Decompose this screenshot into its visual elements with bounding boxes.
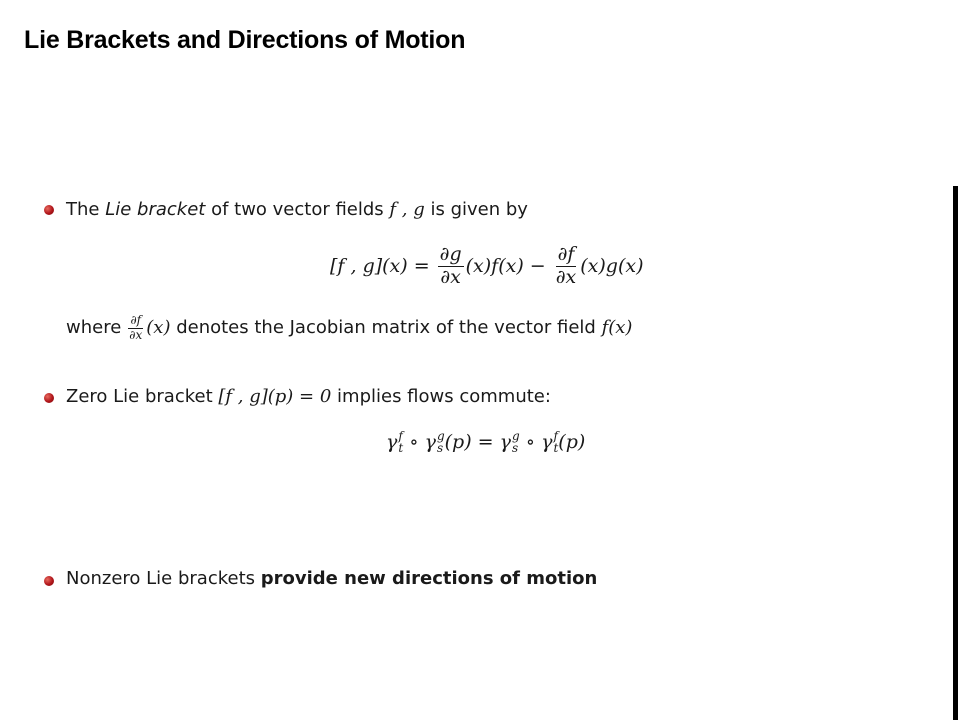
where-frac — [127, 314, 144, 343]
equation-end: (x)g(x) — [580, 255, 644, 278]
equation-frac-2-den: ∂x — [555, 265, 577, 288]
bullet-3-text — [66, 568, 597, 590]
bullet-2-text-b: implies flows commute: — [331, 386, 551, 407]
gamma-4-sup: f — [553, 429, 558, 443]
bullet-1-text-b: of two vector fields — [205, 199, 390, 220]
compose-op-1: ∘ — [403, 431, 425, 453]
where-desc: denotes the Jacobian matrix of the vector field — [170, 317, 602, 339]
equation-frac-1 — [438, 244, 464, 289]
equation-mid: (x)f(x) − — [465, 255, 546, 278]
gamma-3-sub: s — [512, 441, 519, 455]
equation-frac-2 — [554, 244, 579, 289]
bullet-3-text-a: Nonzero Lie brackets — [66, 568, 261, 589]
where-frac-den: ∂x — [129, 327, 143, 342]
equation-frac-1-den: ∂x — [440, 265, 461, 288]
gamma-2-sub: s — [436, 441, 444, 455]
gamma-3: γ — [499, 431, 511, 453]
bullet-3-bold: provide new directions of motion — [260, 568, 598, 589]
where-arg: (x) — [146, 317, 171, 339]
bullet-1-vars: f , g — [389, 199, 425, 220]
bullet-marker-2 — [44, 393, 54, 403]
gamma-1: γ — [386, 431, 398, 453]
gamma-2-sup: g — [436, 429, 445, 443]
slide-title: Lie Brackets and Directions of Motion — [24, 26, 466, 54]
bullet-2-text — [66, 386, 551, 408]
gamma-4-sub: t — [553, 441, 559, 455]
bullet-1-emphasis: Lie bracket — [105, 199, 206, 220]
where-frac-num: ∂f — [130, 313, 142, 327]
bullet-2-text-a: Zero Lie bracket — [66, 386, 219, 407]
right-edge-rule — [953, 186, 958, 720]
bullet-1-text — [66, 199, 528, 221]
gamma-2-scripts — [437, 430, 445, 454]
bullet-marker-3 — [44, 576, 54, 586]
equation-frac-2-num: ∂f — [557, 243, 575, 265]
bullet-2-math: [f , g](p) = 0 — [218, 386, 332, 407]
gamma-1-sub: t — [398, 441, 404, 455]
commute-mid: (p) = — [444, 431, 500, 453]
where-line — [66, 314, 632, 343]
where-field: f(x) — [601, 317, 633, 339]
bullet-1-text-a: The — [66, 199, 106, 220]
gamma-1-sup: f — [398, 429, 403, 443]
gamma-3-scripts — [512, 430, 520, 454]
compose-op-2: ∘ — [519, 431, 542, 453]
commute-equation — [386, 430, 585, 454]
where-text: where — [66, 317, 122, 339]
equation-lhs: [f , g](x) = — [330, 255, 430, 278]
lie-bracket-equation — [330, 244, 644, 289]
gamma-3-sup: g — [512, 429, 520, 443]
gamma-2: γ — [424, 431, 436, 453]
bullet-1-text-c: is given by — [424, 199, 528, 220]
gamma-4: γ — [541, 431, 553, 453]
commute-end: (p) — [558, 431, 586, 453]
bullet-marker-1 — [44, 205, 54, 215]
equation-frac-1-num: ∂g — [439, 243, 462, 265]
